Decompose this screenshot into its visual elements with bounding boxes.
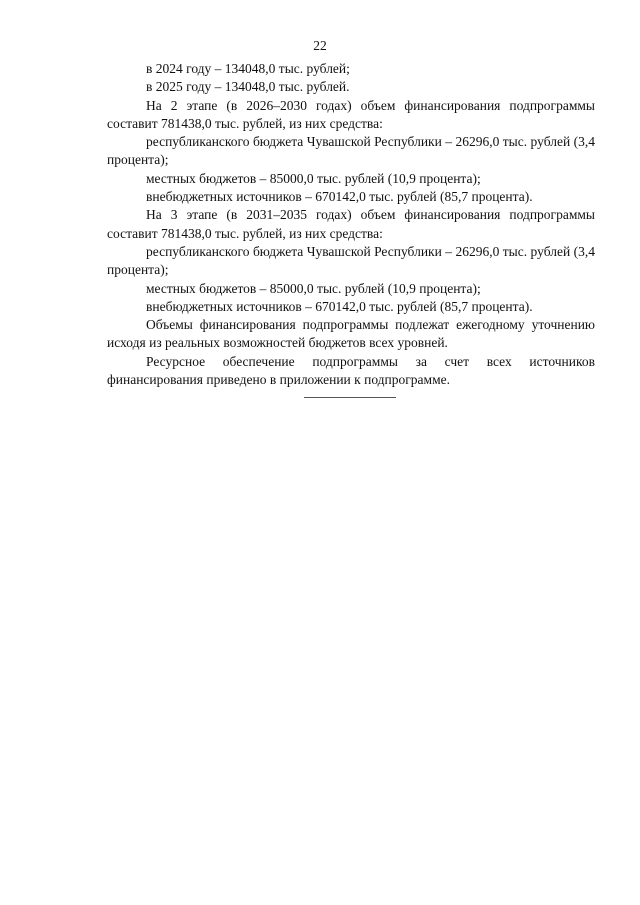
paragraph-stage-3-local-budget: местных бюджетов – 85000,0 тыс. рублей (10,9 процента); xyxy=(146,280,481,296)
paragraph-resource-appendix: Ресурсное обеспечение подпрограммы за счет всех источников финансирования приведено в приложении к подпрограмме. xyxy=(107,353,595,388)
paragraph-stage-3-republic-budget: республиканского бюджета Чувашской Республики – 26296,0 тыс. рублей (3,4 процента); xyxy=(107,243,595,278)
paragraph-annual-adjustment: Объемы финансирования подпрограммы подлежат ежегодному уточнению исходя из реальных возможностей бюджетов всех уровней. xyxy=(107,317,595,351)
paragraph-stage-2-extrabudget: внебюджетных источников – 670142,0 тыс. рублей (85,7 процента). xyxy=(146,189,533,205)
paragraph-stage-2-total: На 2 этапе (в 2026–2030 годах) объем финансирования подпрограммы составит 781438,0 тыс. рублей, из них средства: xyxy=(107,97,595,131)
paragraph-2024-funding: в 2024 году – 134048,0 тыс. рублей; xyxy=(146,61,350,76)
paragraph-stage-2-local-budget: местных бюджетов – 85000,0 тыс. рублей (10,9 процента); xyxy=(146,170,481,186)
paragraph-stage-3-extrabudget: внебюджетных источников – 670142,0 тыс. рублей (85,7 процента). xyxy=(146,298,533,314)
paragraph-2025-funding: в 2025 году – 134048,0 тыс. рублей. xyxy=(146,79,350,95)
paragraph-stage-2-republic-budget: республиканского бюджета Чувашской Республики – 26296,0 тыс. рублей (3,4 процента); xyxy=(107,134,595,168)
page-number: 22 xyxy=(313,38,327,53)
paragraph-stage-3-total: На 3 этапе (в 2031–2035 годах) объем финансирования подпрограммы составит 781438,0 тыс. рублей, из них средства: xyxy=(107,207,595,241)
document-body xyxy=(107,60,595,389)
section-divider xyxy=(304,397,396,398)
